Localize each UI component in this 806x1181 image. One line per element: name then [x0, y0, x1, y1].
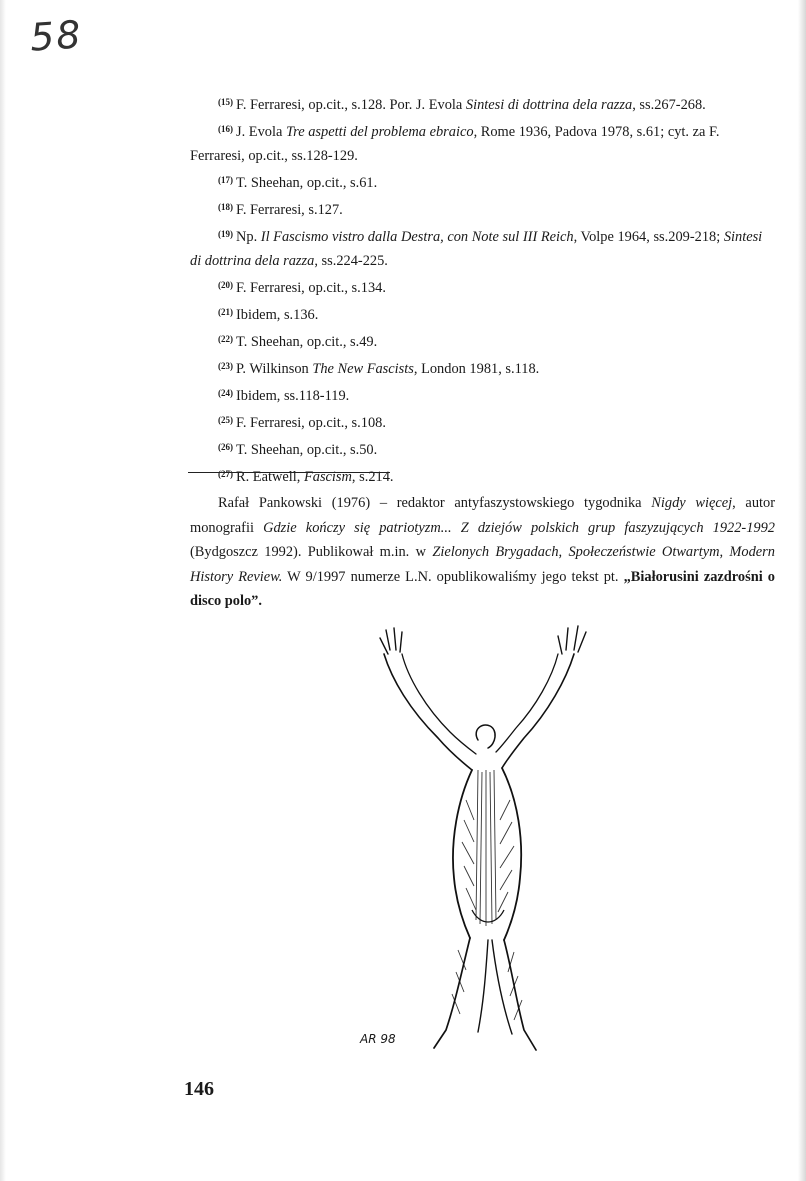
author-bio: Rafał Pankowski (1976) – redaktor antyfaszystowskiego tygodnika Nigdy więcej, autor monografii Gdzie kończy się patriotyzm... Z dziejów polskich grup faszyzujących 1922-1992 (Bydgoszcz 1992). Publikował m.in. w Zielonych Brygadach, Społeczeństwie Otwartym, Modern History Review. W 9/1997 numerze L.N. opublikowaliśmy jego tekst pt. „Białorusini zazdrośni o disco polo”. — [190, 495, 776, 609]
footnote: $^{(20)}$ F. Ferraresi, op.cit., s.134. — [218, 280, 386, 296]
footnote: $^{(19)}$ Np. Il Fascismo vistro dalla Destra, con Note sul III Reich, Volpe 1964, ss.209-218; Sintesi di dottrina dela razza, ss.224-225. — [190, 229, 763, 269]
footnote: $^{(27)}$ R. Eatwell, Fascism, s.214. — [218, 469, 394, 485]
handwritten-page-mark: 58 — [28, 12, 84, 60]
footnote: $^{(16)}$ J. Evola Tre aspetti del problema ebraico, Rome 1936, Padova 1978, s.61; cyt. za F. Ferraresi, op.cit., ss.128-129. — [190, 124, 720, 164]
footnote: $^{(21)}$ Ibidem, s.136. — [218, 307, 319, 323]
footnotes — [190, 90, 776, 489]
footnote: $^{(26)}$ T. Sheehan, op.cit., s.50. — [218, 442, 378, 458]
footnote: $^{(18)}$ F. Ferraresi, s.127. — [218, 202, 343, 218]
separator-rule — [188, 472, 390, 473]
footnote: $^{(15)}$ F. Ferraresi, op.cit., s.128. Por. J. Evola Sintesi di dottrina dela razza, ss.267-268. — [218, 97, 706, 113]
footnote: $^{(24)}$ Ibidem, ss.118-119. — [218, 388, 350, 404]
footnote: $^{(17)}$ T. Sheehan, op.cit., s.61. — [218, 175, 378, 191]
page-number: 146 — [184, 1078, 214, 1100]
artist-signature: AR 98 — [360, 1032, 396, 1046]
footnote: $^{(22)}$ T. Sheehan, op.cit., s.49. — [218, 334, 378, 350]
figure-sketch-illustration — [346, 620, 606, 1060]
page-edge-left — [0, 0, 6, 1181]
footnote: $^{(23)}$ P. Wilkinson The New Fascists, London 1981, s.118. — [218, 361, 540, 377]
page-edge-right — [798, 0, 806, 1181]
footnote: $^{(25)}$ F. Ferraresi, op.cit., s.108. — [218, 415, 386, 431]
